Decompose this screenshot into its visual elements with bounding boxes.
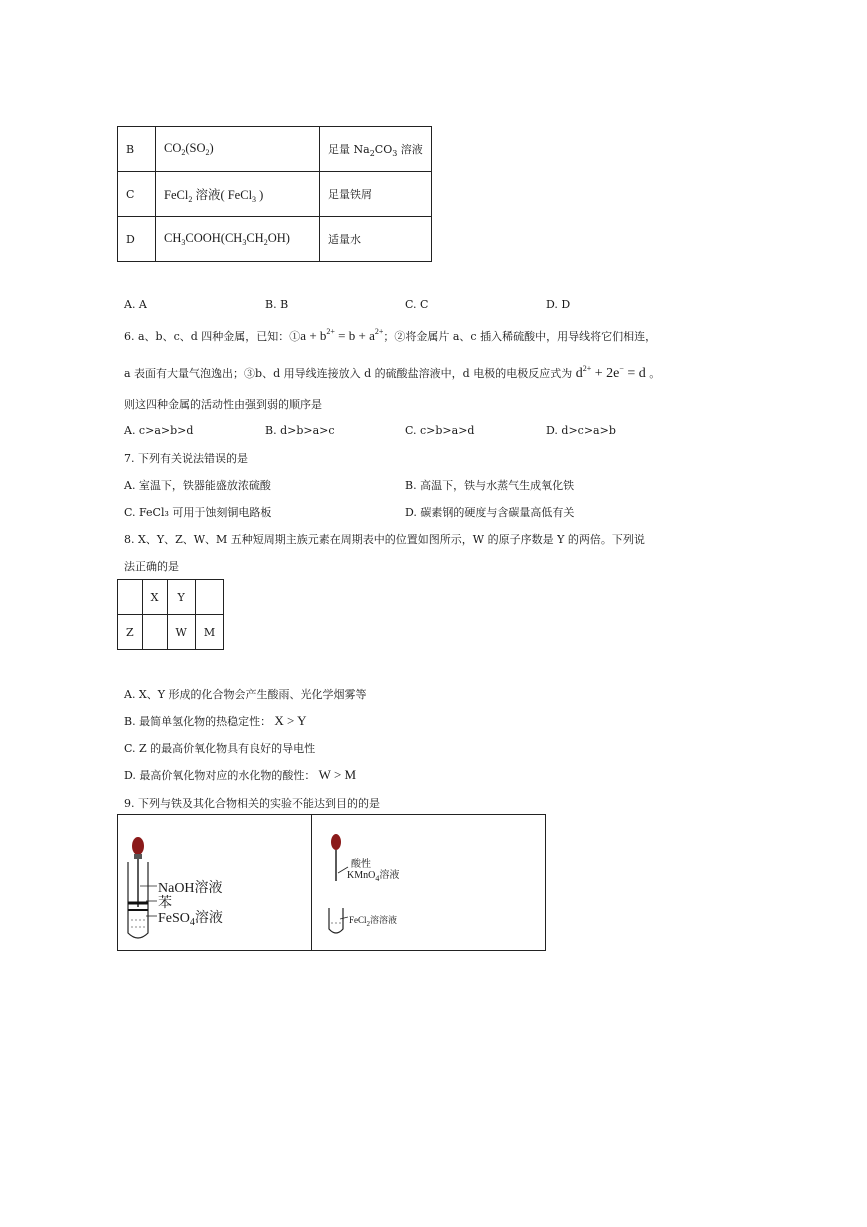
q5-table-row (118, 172, 432, 217)
q7-stem: 7. 下列有关说法错误的是 (124, 452, 248, 465)
q6-option-c: C. c>b>a>d (405, 424, 475, 437)
periodic-row (118, 580, 224, 615)
q7-option-d: D. 碳素钢的硬度与含碳量高低有关 (405, 506, 575, 519)
element-cell: Z (118, 615, 143, 650)
q5-row-reagent: 适量水 (320, 217, 432, 262)
q5-table-row (118, 127, 432, 172)
q8-stem-line1: 8. X、Y、Z、W、M 五种短周期主族元素在周期表中的位置如图所示，W 的原子序数是 Y 的两倍。下列说 (124, 533, 645, 546)
q5-row-substance: $CH_3COOH(CH_3CH_2OH)$ (156, 217, 320, 262)
q8-option-a: A. X、Y 形成的化合物会产生酸雨、光化学烟雾等 (124, 688, 367, 701)
q5-option-c: C. C (405, 298, 429, 311)
q5-option-a: A. A (124, 298, 147, 311)
label-naoh-solution: NaOH溶液 (158, 881, 223, 896)
q5-option-d: D. D (546, 298, 571, 311)
q5-row-reagent: 足量 $Na_2CO_3$ 溶液 (320, 127, 432, 172)
q5-row-label: B (118, 127, 156, 172)
q5-table-row (118, 217, 432, 262)
q8-option-b: B. 最简单氢化物的热稳定性： X > Y (124, 713, 307, 728)
label-fecl2-solution: FeCl$_2$溶溶液 (349, 915, 398, 928)
q5-table (117, 126, 432, 262)
periodic-table-fragment (117, 579, 224, 650)
label-benzene: 苯 (158, 896, 172, 911)
q6-option-a: A. c>a>b>d (124, 424, 194, 437)
element-cell (142, 615, 167, 650)
label-acidic: 酸性 (351, 859, 371, 870)
element-cell: Y (167, 580, 195, 615)
element-cell (118, 580, 143, 615)
q7-option-a: A. 室温下，铁器能盛放浓硫酸 (124, 479, 271, 492)
q5-option-b: B. B (265, 298, 289, 311)
element-cell (195, 580, 223, 615)
q5-row-substance: FeCl$_2$ 溶液( FeCl$_3$ ) (156, 172, 320, 217)
q6-option-d: D. d>c>a>b (546, 424, 616, 437)
q6-stem-line3: 则这四种金属的活动性由强到弱的顺序是 (124, 398, 322, 411)
q7-option-c: C. FeCl₃ 可用于蚀刻铜电路板 (124, 506, 272, 519)
q8-option-d: D. 最高价氧化物对应的水化物的酸性： W > M (124, 767, 357, 782)
periodic-row (118, 615, 224, 650)
q6-stem-line2: a 表面有大量气泡逸出；③b、d 用导线连接放入 d 的硫酸盐溶液中，d 电极的电极反应式为 $d^{2+} + 2e^- = d$ 。 (124, 364, 661, 381)
element-cell: M (195, 615, 223, 650)
element-cell: X (142, 580, 167, 615)
q7-option-b: B. 高温下，铁与水蒸气生成氧化铁 (405, 479, 575, 492)
element-cell: W (167, 615, 195, 650)
label-kmno4-solution: KMnO$_4$溶液 (347, 870, 400, 883)
q5-row-substance: $CO_2(SO_2)$ (156, 127, 320, 172)
q8-option-c: C. Z 的最高价氧化物具有良好的导电性 (124, 742, 316, 755)
label-feso4-solution: FeSO$_4$溶液 (158, 911, 223, 928)
q5-row-label: D (118, 217, 156, 262)
q5-row-label: C (118, 172, 156, 217)
q6-option-b: B. d>b>a>c (265, 424, 335, 437)
q9-stem: 9. 下列与铁及其化合物相关的实验不能达到目的的是 (124, 797, 380, 810)
q8-stem-line2: 法正确的是 (124, 560, 179, 573)
q9-experiment-table (117, 814, 546, 951)
q5-row-reagent: 足量铁屑 (320, 172, 432, 217)
q6-stem-line1: 6. a、b、c、d 四种金属，已知：①a + $b^{2+} = b + a^{2+}$；②将金属片 a、c 插入稀硫酸中，用导线将它们相连， (124, 327, 657, 343)
